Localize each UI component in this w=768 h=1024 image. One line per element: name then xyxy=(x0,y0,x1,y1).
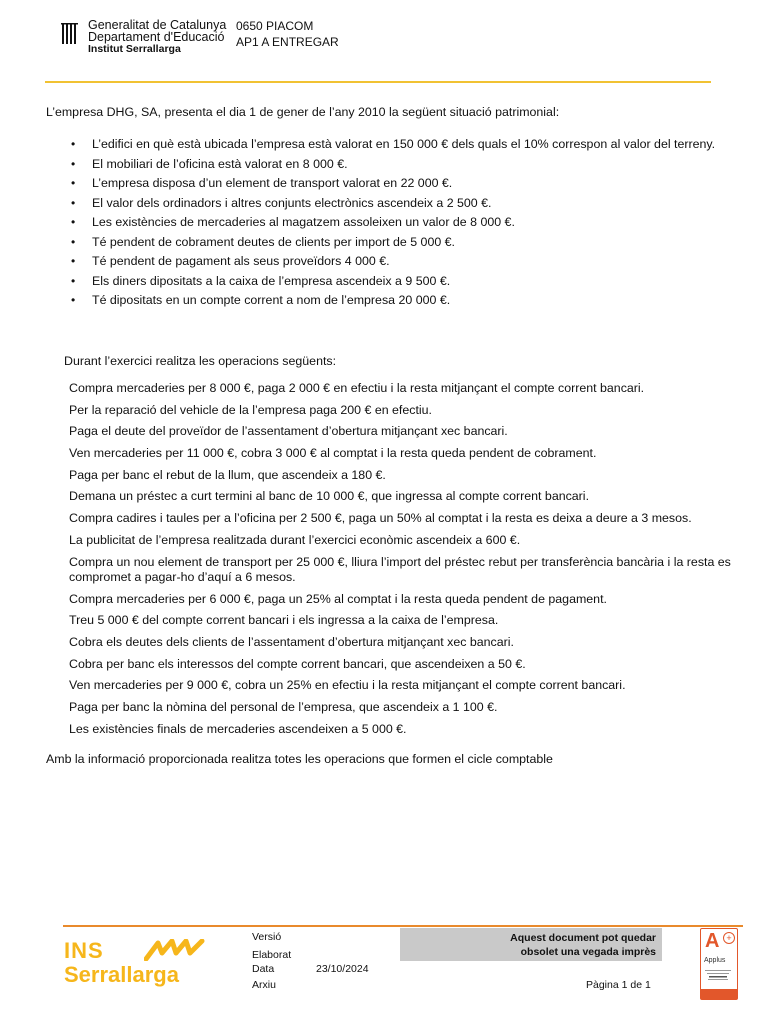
ins-serrallarga-logo xyxy=(64,940,229,988)
obsolete-notice xyxy=(400,928,662,961)
operation-item: Paga el deute del proveïdor de l’assentament d’obertura mitjançant xec bancari. xyxy=(69,424,508,439)
list-item: • Té pendent de pagament als seus proveïdors 4 000 €. xyxy=(71,254,722,269)
operation-item: Compra un nou element de transport per 25 000 €, lliura l’import del préstec rebut per transferència bancària i la resta es compromet a pagar-ho d’aquí a 6 mesos. xyxy=(69,554,731,584)
closing-paragraph: Amb la informació proporcionada realitza totes les operacions que formen el cicle comptable xyxy=(46,752,553,766)
operation-item: Per la reparació del vehicle de la l’empresa paga 200 € en efectiu. xyxy=(69,402,432,417)
cert-letter: A xyxy=(705,930,720,952)
cert-fineprint-icon xyxy=(705,969,733,983)
operation-item: Compra cadires i taules per a l’oficina per 2 500 €, paga un 50% al comptat i la resta es deixa a deure a 3 mesos. xyxy=(69,511,692,526)
operation-item: Demana un préstec a curt termini al banc de 10 000 €, que ingressa al compte corrent bancari. xyxy=(69,489,590,504)
footer-divider xyxy=(63,925,743,927)
plus-icon: + xyxy=(723,932,735,944)
operation-item: La publicitat de l’empresa realitzada durant l’exercici econòmic ascendeix a 600 €. xyxy=(69,532,521,547)
applus-certification-badge xyxy=(700,928,738,1000)
operation-item: Paga per banc la nòmina del personal de l’empresa, que ascendeix a 1 100 €. xyxy=(69,699,498,714)
operation-item: Cobra per banc els interessos del compte corrent bancari, que ascendeixen a 50 €. xyxy=(69,656,526,671)
list-item: • L’edifici en què està ubicada l’empresa està valorat en 150 000 € dels quals el 10% correspon al valor del terreny. xyxy=(71,137,722,152)
operations-list xyxy=(69,381,744,743)
assignment-title: AP1 A ENTREGAR xyxy=(236,35,339,49)
operation-item: Les existències finals de mercaderies ascendeixen a 5 000 €. xyxy=(69,721,407,736)
version-label: Versió xyxy=(252,931,282,943)
operation-item: Cobra els deutes dels clients de l’assentament d’obertura mitjançant xec bancari. xyxy=(69,634,514,649)
institute-name: Institut Serrallarga xyxy=(88,43,181,55)
list-item: • El mobiliari de l’oficina està valorat en 8 000 €. xyxy=(71,157,722,172)
intro-paragraph: L’empresa DHG, SA, presenta el dia 1 de gener de l’any 2010 la següent situació patrimonial: xyxy=(46,105,560,119)
department-name: Departament d'Educació xyxy=(88,30,225,44)
notice-line-2: obsolet una vegada imprès xyxy=(520,946,656,958)
archive-label: Arxiu xyxy=(252,979,276,991)
logo-name-text: Serrallarga xyxy=(64,962,179,987)
org-name: Generalitat de Catalunya xyxy=(88,18,227,32)
operation-item: Treu 5 000 € del compte corrent bancari i els ingressa a la caixa de l’empresa. xyxy=(69,613,499,628)
asset-list xyxy=(71,137,722,313)
elaborated-label: Elaborat xyxy=(252,949,292,961)
list-item: • Els diners dipositats a la caixa de l’empresa ascendeix a 9 500 €. xyxy=(71,274,722,289)
date-label: Data xyxy=(252,963,275,975)
list-item: • Les existències de mercaderies al magatzem assoleixen un valor de 8 000 €. xyxy=(71,215,722,230)
cert-name: Applus xyxy=(704,957,726,964)
operation-item: Paga per banc el rebut de la llum, que ascendeix a 180 €. xyxy=(69,467,386,482)
operations-intro: Durant l’exercici realitza les operacions següents: xyxy=(64,354,337,368)
page-number: Pàgina 1 de 1 xyxy=(586,979,651,991)
list-item: • L’empresa disposa d’un element de transport valorat en 22 000 €. xyxy=(71,176,722,191)
logo-swoosh-icon xyxy=(144,939,214,961)
generalitat-logo-icon xyxy=(60,22,80,46)
list-item: • Té pendent de cobrament deutes de clients per import de 5 000 €. xyxy=(71,235,722,250)
header-divider xyxy=(45,81,711,83)
course-code: 0650 PIACOM xyxy=(236,19,314,33)
operation-item: Ven mercaderies per 9 000 €, cobra un 25% en efectiu i la resta mitjançant el compte corrent bancari. xyxy=(69,678,626,693)
cert-bar xyxy=(701,989,737,999)
operation-item: Compra mercaderies per 6 000 €, paga un 25% al comptat i la resta queda pendent de pagament. xyxy=(69,591,607,606)
notice-line-1: Aquest document pot quedar xyxy=(510,932,656,944)
logo-ins-text: INS xyxy=(64,938,104,963)
list-item: • El valor dels ordinadors i altres conjunts electrònics ascendeix a 2 500 €. xyxy=(71,196,722,211)
operation-item: Compra mercaderies per 8 000 €, paga 2 000 € en efectiu i la resta mitjançant el compte corrent bancari. xyxy=(69,381,645,395)
operation-item: Ven mercaderies per 11 000 €, cobra 3 000 € al comptat i la resta queda pendent de cobrament. xyxy=(69,446,597,461)
list-item: • Té dipositats en un compte corrent a nom de l’empresa 20 000 €. xyxy=(71,293,722,308)
date-value: 23/10/2024 xyxy=(316,963,369,975)
